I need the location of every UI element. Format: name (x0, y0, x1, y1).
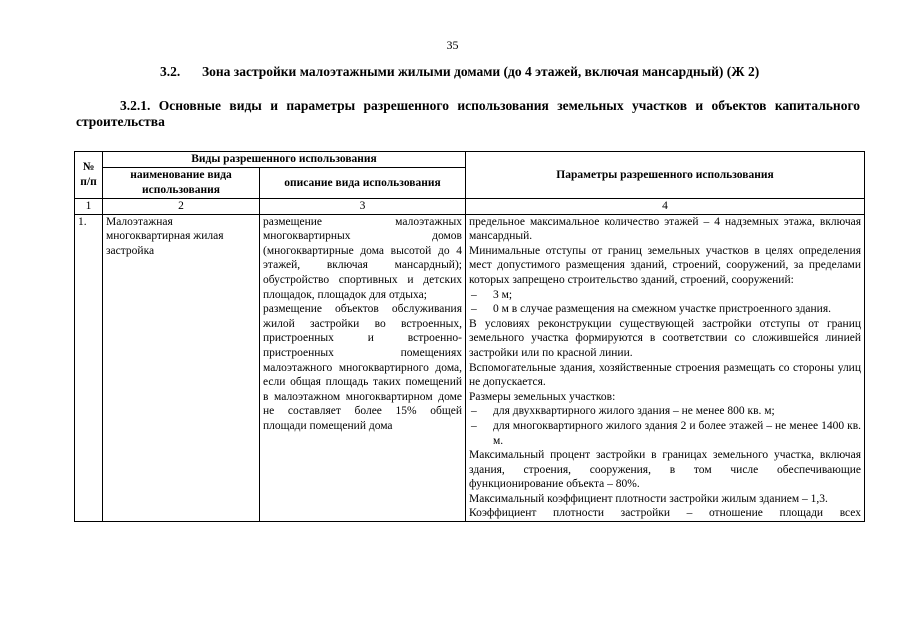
dash-marker: – (471, 303, 477, 316)
params-paragraph: Коэффициент плотности застройки – отношение площади всех (469, 507, 861, 520)
permitted-use-table (74, 151, 865, 522)
table-row (75, 214, 865, 521)
subsection-title: 3.2.1. Основные виды и параметры разрешенного использования земельных участков и объектов капитального строительства (76, 98, 860, 129)
header-params: Параметры разрешенного использования (466, 152, 865, 199)
dash-marker: – (471, 419, 477, 432)
params-list-text: для многоквартирного жилого здания 2 и более этажей – не менее 1400 кв. м. (493, 419, 861, 447)
params-paragraph: Максимальный процент застройки в границах земельного участка, включая здания, строения, сооружения, в том числе обеспечивающие функционирование объекта – 80%. (469, 449, 861, 491)
params-paragraph: Размеры земельных участков: (469, 390, 616, 403)
params-paragraph: Минимальные отступы от границ земельных участков в целях определения мест допустимого размещения зданий, строений, сооружений, за пределами которых запрещено строительство зданий, строений, сооружений: (469, 244, 861, 286)
description-paragraph: размещение малоэтажных многоквартирных домов (многоквартирные дома высотой до 4 этажей, включая мансардный); обустройство спортивных и детских площадок, площадок для отдыха; (263, 215, 462, 301)
params-list-item (469, 302, 861, 317)
description-paragraph: размещение объектов обслуживания жилой застройки во встроенных, пристроенных и встроенно-пристроенных помещениях малоэтажного многоквартирного дома, если общая площадь таких помещений в малоэтажном многоквартирном доме не составляет более 15% общей площади помещений дома (263, 303, 462, 432)
row-params (466, 214, 865, 521)
column-number: 2 (103, 199, 260, 215)
header-name-col: наименование вида использования (103, 168, 260, 199)
row-num: 1. (75, 214, 103, 521)
dash-marker: – (471, 288, 477, 301)
section-number: 3.2. (160, 64, 181, 79)
dash-marker: – (471, 405, 477, 418)
section-title: Зона застройки малоэтажными жилыми домами (до 4 этажей, включая мансардный) (Ж 2) (202, 64, 760, 79)
column-numbers-row (75, 199, 865, 215)
params-list-item (469, 404, 861, 419)
params-list-text: 0 м в случае размещения на смежном участке пристроенного здания. (493, 303, 831, 316)
params-paragraph: предельное максимальное количество этажей – 4 надземных этажа, включая мансардный. (469, 215, 861, 243)
column-number: 4 (466, 199, 865, 215)
params-list-text: для двухквартирного жилого здания – не менее 800 кв. м; (493, 405, 775, 418)
row-description (260, 214, 466, 521)
page-number: 35 (446, 38, 459, 52)
section-heading (160, 64, 860, 80)
params-list-text: 3 м; (493, 288, 513, 301)
header-types-group: Виды разрешенного использования (103, 152, 466, 168)
subsection-heading (76, 98, 860, 130)
params-paragraph: Вспомогательные здания, хозяйственные строения размещать со стороны улиц не допускается. (469, 361, 861, 389)
params-paragraph: Максимальный коэффициент плотности застройки жилым зданием – 1,3. (469, 492, 828, 505)
row-name: Малоэтажная многоквартирная жилая застройка (103, 214, 260, 521)
params-paragraph: В условиях реконструкции существующей застройки отступы от границ земельного участка формируются в соответствии со сложившейся линией застройки или по красной линии. (469, 317, 861, 359)
column-number: 3 (260, 199, 466, 215)
column-number: 1 (75, 199, 103, 215)
header-desc-col: описание вида использования (260, 168, 466, 199)
params-list-item (469, 288, 861, 303)
header-num: № п/п (75, 152, 103, 199)
params-list-item (469, 419, 861, 448)
